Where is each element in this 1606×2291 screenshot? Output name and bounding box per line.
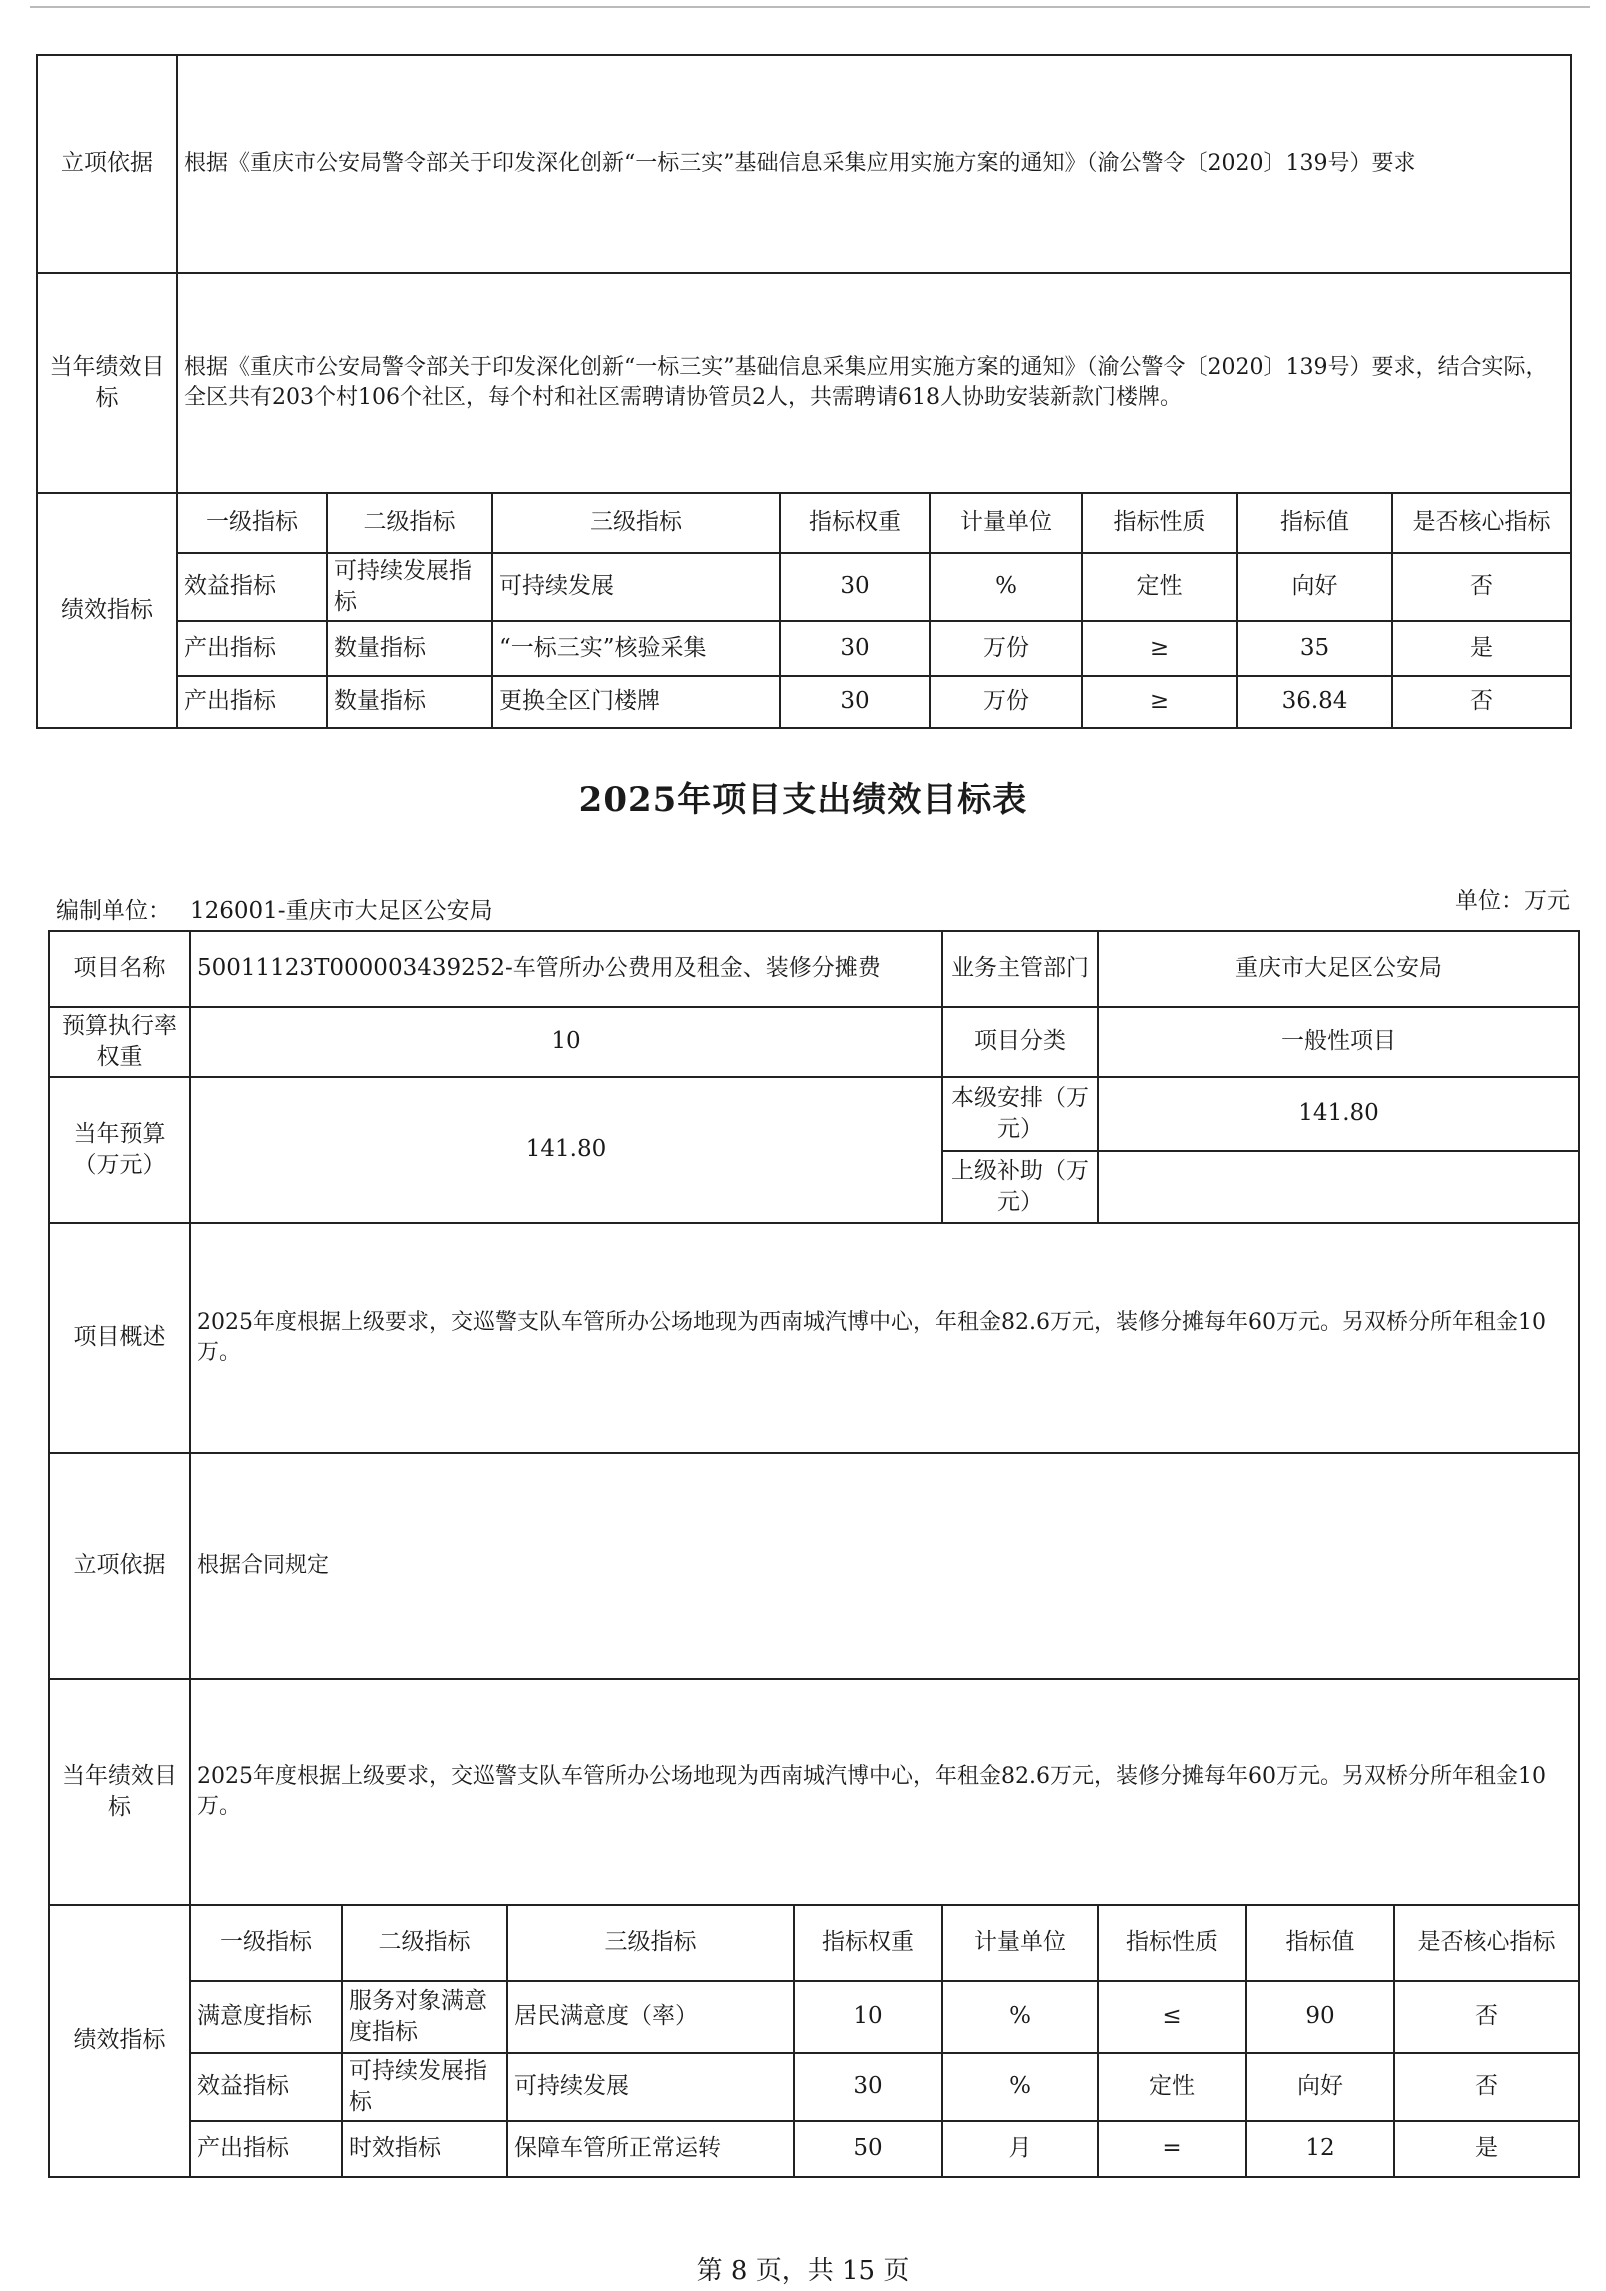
header-cell: 二级指标 xyxy=(327,493,492,553)
indicator-cell: 可持续发展 xyxy=(507,2053,794,2121)
table-row xyxy=(49,2121,1579,2177)
table-row xyxy=(37,676,1571,728)
indicator-cell: 36.84 xyxy=(1237,676,1392,728)
table-row xyxy=(49,2053,1579,2121)
dept-label: 业务主管部门 xyxy=(942,931,1098,1007)
basis-label: 立项依据 xyxy=(49,1453,190,1679)
header-cell: 指标性质 xyxy=(1098,1905,1246,1981)
indicator-cell: 向好 xyxy=(1237,553,1392,621)
unit-value: 126001-重庆市大足区公安局 xyxy=(190,898,493,924)
indicator-cell: 产出指标 xyxy=(177,676,327,728)
indicator-cell: 效益指标 xyxy=(177,553,327,621)
category-label: 项目分类 xyxy=(942,1007,1098,1077)
indicator-cell: 可持续发展指标 xyxy=(327,553,492,621)
perf-label: 绩效指标 xyxy=(37,493,177,728)
header-cell: 计量单位 xyxy=(930,493,1082,553)
project-name: 50011123T000003439252-车管所办公费用及租金、装修分摊费 xyxy=(190,931,942,1007)
indicator-cell: 更换全区门楼牌 xyxy=(492,676,780,728)
indicator-cell: 30 xyxy=(780,553,930,621)
goal-text: 2025年度根据上级要求，交巡警支队车管所办公场地现为西南城汽博中心，年租金82.6万元，装修分摊每年60万元。另双桥分所年租金10万。 xyxy=(190,1679,1579,1905)
indicator-cell: 可持续发展 xyxy=(492,553,780,621)
perf-label: 绩效指标 xyxy=(49,1905,190,2177)
header-cell: 指标值 xyxy=(1237,493,1392,553)
indicator-cell: 是 xyxy=(1392,621,1571,676)
subsidy-label: 上级补助（万元） xyxy=(942,1151,1098,1223)
exec-weight-label: 预算执行率权重 xyxy=(49,1007,190,1077)
header-cell: 三级指标 xyxy=(492,493,780,553)
indicator-cell: 否 xyxy=(1394,2053,1579,2121)
project-name-label: 项目名称 xyxy=(49,931,190,1007)
project-table xyxy=(48,930,1580,2178)
table-row xyxy=(49,1981,1579,2053)
budget-value: 141.80 xyxy=(190,1077,942,1223)
basis-text: 根据《重庆市公安局警令部关于印发深化创新“一标三实”基础信息采集应用实施方案的通知》（渝公警令〔2020〕139号）要求 xyxy=(177,55,1571,273)
indicator-cell: 效益指标 xyxy=(190,2053,342,2121)
category-value: 一般性项目 xyxy=(1098,1007,1579,1077)
header-cell: 指标性质 xyxy=(1082,493,1237,553)
previous-project-table xyxy=(36,54,1572,729)
indicator-cell: 满意度指标 xyxy=(190,1981,342,2053)
indicator-cell: ≥ xyxy=(1082,676,1237,728)
unit-label: 编制单位： xyxy=(56,898,171,924)
indicator-cell: 可持续发展指标 xyxy=(342,2053,507,2121)
header-cell: 一级指标 xyxy=(177,493,327,553)
overview-label: 项目概述 xyxy=(49,1223,190,1453)
goal-text: 根据《重庆市公安局警令部关于印发深化创新“一标三实”基础信息采集应用实施方案的通知》（渝公警令〔2020〕139号）要求，结合实际，全区共有203个村106个社区，每个村和社区需聘请协管员2人，共需聘请618人协助安装新款门楼牌。 xyxy=(177,273,1571,493)
indicator-cell: 30 xyxy=(780,621,930,676)
table-row xyxy=(37,621,1571,676)
indicator-cell: 10 xyxy=(794,1981,942,2053)
indicator-cell: 数量指标 xyxy=(327,676,492,728)
header-cell: 三级指标 xyxy=(507,1905,794,1981)
indicator-cell: 50 xyxy=(794,2121,942,2177)
overview-text: 2025年度根据上级要求，交巡警支队车管所办公场地现为西南城汽博中心，年租金82.6万元，装修分摊每年60万元。另双桥分所年租金10万。 xyxy=(190,1223,1579,1453)
indicator-cell: ≤ xyxy=(1098,1981,1246,2053)
indicator-cell: 数量指标 xyxy=(327,621,492,676)
dept-value: 重庆市大足区公安局 xyxy=(1098,931,1579,1007)
indicator-cell: 月 xyxy=(942,2121,1098,2177)
indicator-cell: 居民满意度（率） xyxy=(507,1981,794,2053)
indicator-cell: % xyxy=(930,553,1082,621)
page-footer: 第 8 页，共 15 页 xyxy=(696,2256,910,2286)
indicator-cell: 保障车管所正常运转 xyxy=(507,2121,794,2177)
indicator-cell: 万份 xyxy=(930,621,1082,676)
top-edge-line xyxy=(30,6,1590,8)
budget-label: 当年预算（万元） xyxy=(49,1077,190,1223)
indicator-cell: 30 xyxy=(794,2053,942,2121)
header-cell: 指标权重 xyxy=(780,493,930,553)
page-title: 2025年项目支出绩效目标表 xyxy=(578,780,1028,820)
header-cell: 是否核心指标 xyxy=(1392,493,1571,553)
indicator-cell: % xyxy=(942,1981,1098,2053)
indicator-cell: 是 xyxy=(1394,2121,1579,2177)
indicator-cell: 90 xyxy=(1246,1981,1394,2053)
table-row xyxy=(37,553,1571,621)
indicator-cell: 12 xyxy=(1246,2121,1394,2177)
indicator-cell: 35 xyxy=(1237,621,1392,676)
indicator-cell: 否 xyxy=(1392,676,1571,728)
indicator-cell: 否 xyxy=(1394,1981,1579,2053)
goal-label: 当年绩效目标 xyxy=(37,273,177,493)
indicator-cell: 向好 xyxy=(1246,2053,1394,2121)
local-label: 本级安排（万元） xyxy=(942,1077,1098,1151)
subsidy-value xyxy=(1098,1151,1579,1223)
indicator-cell: “一标三实”核验采集 xyxy=(492,621,780,676)
basis-label: 立项依据 xyxy=(37,55,177,273)
local-value: 141.80 xyxy=(1098,1077,1579,1151)
indicator-cell: % xyxy=(942,2053,1098,2121)
header-cell: 是否核心指标 xyxy=(1394,1905,1579,1981)
header-cell: 指标权重 xyxy=(794,1905,942,1981)
basis-text: 根据合同规定 xyxy=(190,1453,1579,1679)
indicator-cell: 否 xyxy=(1392,553,1571,621)
header-cell: 二级指标 xyxy=(342,1905,507,1981)
money-unit: 单位：万元 xyxy=(1455,888,1570,914)
indicator-cell: 定性 xyxy=(1098,2053,1246,2121)
indicator-cell: = xyxy=(1098,2121,1246,2177)
indicator-cell: 产出指标 xyxy=(190,2121,342,2177)
indicator-cell: 产出指标 xyxy=(177,621,327,676)
indicator-cell: 万份 xyxy=(930,676,1082,728)
indicator-cell: 时效指标 xyxy=(342,2121,507,2177)
goal-label: 当年绩效目标 xyxy=(49,1679,190,1905)
indicator-cell: 30 xyxy=(780,676,930,728)
exec-weight-value: 10 xyxy=(190,1007,942,1077)
indicator-cell: 定性 xyxy=(1082,553,1237,621)
header-cell: 指标值 xyxy=(1246,1905,1394,1981)
indicator-cell: ≥ xyxy=(1082,621,1237,676)
header-cell: 一级指标 xyxy=(190,1905,342,1981)
indicator-cell: 服务对象满意度指标 xyxy=(342,1981,507,2053)
header-cell: 计量单位 xyxy=(942,1905,1098,1981)
